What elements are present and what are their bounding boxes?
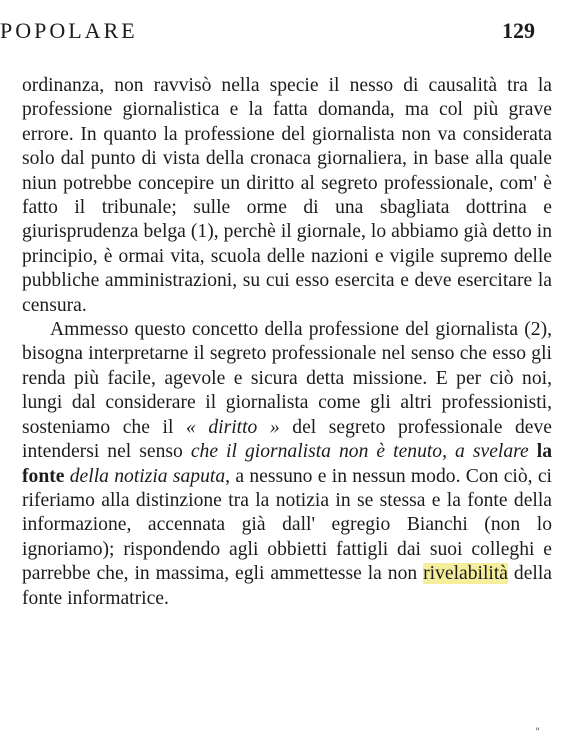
paragraph-2-text-a: Ammesso questo concetto della professione del giornalista (2), bisogna interpretarne il segreto professionale nel senso che esso gli renda più facile, agevole e sicura detta missione. E per ciò noi, lungi dal considerare il giornalista come gli altri professionisti, sosteniamo che il xyxy=(22,319,552,438)
paragraph-2-text-b: del segreto professionale deve intendersi nel senso xyxy=(22,416,552,463)
paragraph-2 xyxy=(22,318,552,611)
scan-mark: " xyxy=(535,727,540,738)
bold-la-fonte: la fonte xyxy=(22,441,552,487)
body-text xyxy=(22,74,552,611)
paragraph-1: ordinanza, non ravvisò nella specie il nesso di causalità tra la professione giornalistica e la fatta domanda, ma col più grave errore. In quanto la professione del giornalista non va considerata solo dal punto di vista della cronaca giornaliera, in base alla quale niun potrebbe concepire un diritto al segreto professionale, com' è fatto il tribunale; sulle orme di una sbagliata dottrina e giurisprudenza belga (1), perchè il giornale, lo abbiamo già detto in principio, è ormai vita, scuola delle nazioni e vigile supremo delle pubbliche amministrazioni, su cui esso esercita e deve esercitare la censura. xyxy=(22,75,552,316)
running-head: POPOLARE xyxy=(0,18,138,43)
highlighted-word[interactable]: rivelabilità xyxy=(423,563,508,585)
paragraph-2-text-d: , a nessuno e in nessun modo. Con ciò, ci riferiamo alla distinzione tra la notizia in se stessa e la fonte della informazione, accennata già dall' egregio Bianchi (non lo ignoriamo); rispondendo agli obbietti fattigli dai suoi colleghi e parrebbe che, in massima, egli ammettesse la non xyxy=(22,465,552,585)
page-number: 129 xyxy=(502,18,535,43)
italic-phrase-1: che il giornalista non è tenuto xyxy=(190,441,443,463)
paragraph-2-text-e: della fonte informatrice. xyxy=(22,563,552,609)
paragraph-2-text-c: , xyxy=(442,441,456,463)
quoted-diritto: « diritto » xyxy=(185,416,280,438)
italic-phrase-2: a svelare xyxy=(455,441,529,463)
italic-phrase-3: della notizia saputa xyxy=(64,465,226,487)
